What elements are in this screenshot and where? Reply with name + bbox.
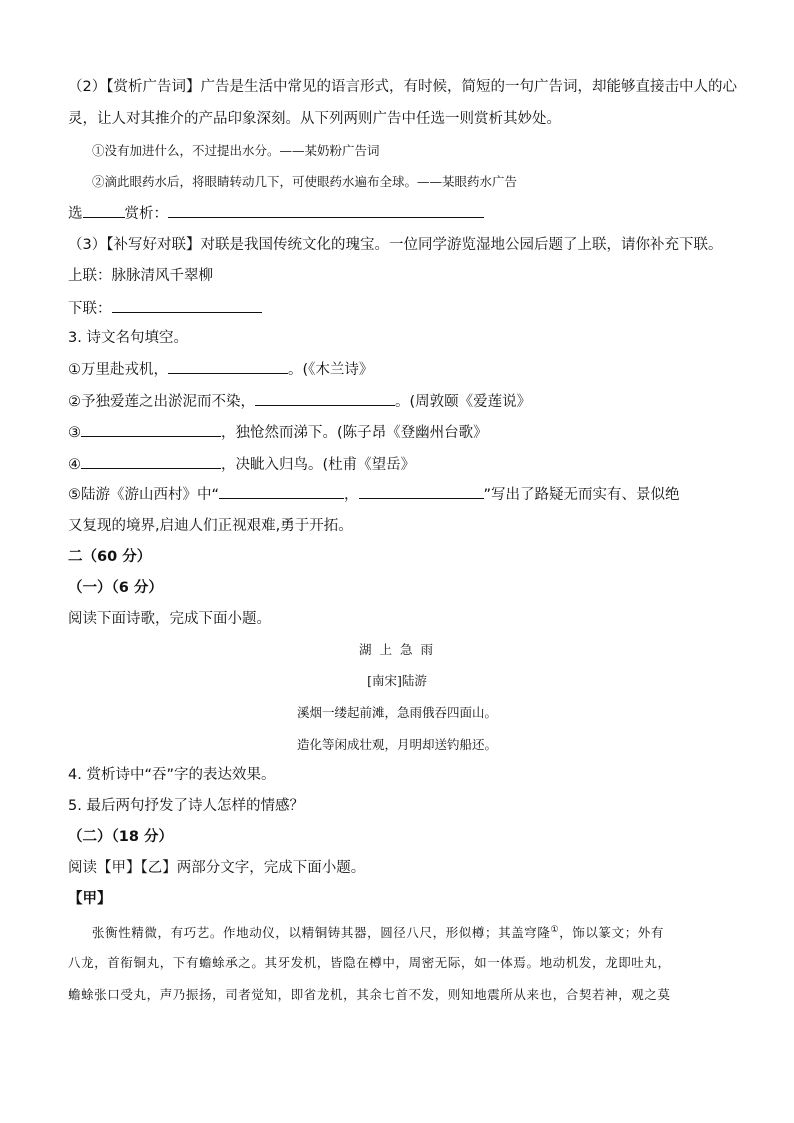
poetry-item-5-mid: ， — [344, 487, 359, 503]
instruction-1: 阅读下面诗歌，完成下面小题。 — [68, 611, 271, 627]
poetry-title: 3. 诗文名句填空。 — [68, 330, 188, 346]
passage-line-1 — [92, 920, 664, 943]
poetry-blank-5a[interactable] — [219, 484, 344, 499]
question-4: 4. 赏析诗中“吞”字的表达效果。 — [68, 767, 276, 783]
poetry-blank-2[interactable] — [255, 391, 395, 406]
q2-line1: （2）【赏析广告词】广告是生活中常见的语言形式，有时候，简短的一句广告词，却能够直接击中人的心 — [68, 79, 737, 95]
poetry-item-2-post: 。(周敦颐《爱莲说》 — [395, 394, 532, 410]
appreciate-label: 赏析： — [124, 206, 168, 222]
poetry-item-2 — [68, 391, 531, 412]
poem-title: 湖 上 急 雨 — [359, 642, 435, 657]
appreciate-blank[interactable] — [168, 203, 484, 218]
couplet-lower-row — [68, 298, 262, 319]
question-5: 5. 最后两句抒发了诗人怎样的情感？ — [68, 798, 304, 814]
poetry-blank-4[interactable] — [81, 454, 221, 469]
poetry-blank-5b[interactable] — [359, 484, 484, 499]
instruction-2: 阅读【甲】【乙】两部分文字，完成下面小题。 — [68, 860, 366, 876]
poetry-item-1-pre: ①万里赴戎机， — [68, 362, 168, 378]
q2-line2: 灵，让人对其推介的产品印象深刻。从下列两则广告中任选一则赏析其妙处。 — [68, 111, 561, 127]
poetry-item-2-pre: ②予独爱莲之出淤泥而不染， — [68, 394, 255, 410]
poetry-item-1 — [68, 359, 373, 380]
poetry-item-4 — [68, 454, 415, 475]
poetry-blank-1[interactable] — [168, 359, 288, 374]
section-2-part-1: （一）（6 分） — [68, 580, 163, 596]
poetry-blank-3[interactable] — [81, 422, 221, 437]
passage-line-2: 八龙，首衔铜丸，下有蟾蜍承之。其牙发机，皆隐在樽中，周密无际，如一体焉。地动机发，龙即吐丸， — [68, 955, 671, 970]
passage-line-1-text: 张衡性精微，有巧艺。作地动仪，以精铜铸其器，圆径八尺，形似樽；其盖穹隆 — [92, 925, 551, 941]
passage-line-3: 蟾蜍张口受丸，声乃振扬，司者觉知，即省龙机，其余七首不发，则知地震所从来也，合契若神，观之莫 — [68, 987, 671, 1002]
poetry-item-5-line2: 又复现的境界,启迪人们正视艰难,勇于开拓。 — [68, 518, 353, 534]
poem-line-2: 造化等闲成壮观，月明却送钓船还。 — [296, 737, 497, 752]
passage-jia-label: 【甲】 — [68, 891, 112, 907]
poetry-item-3 — [68, 422, 488, 443]
ad-option-2: ②滴此眼药水后，将眼睛转动几下，可使眼药水遍布全球。——某眼药水广告 — [92, 174, 518, 189]
poetry-item-5-pre: ⑤陆游《游山西村》中“ — [68, 487, 220, 503]
choose-blank[interactable] — [83, 203, 125, 218]
couplet-upper: 上联：脉脉清风千翠柳 — [68, 268, 213, 284]
ad-option-1: ①没有加进什么，不过提出水分。——某奶粉广告词 — [92, 143, 380, 158]
poem-author: [南宋]陆游 — [367, 673, 427, 688]
section-2-part-2: （二）（18 分） — [68, 829, 173, 845]
poem-line-1: 溪烟一缕起前滩，急雨俄吞四面山。 — [296, 705, 497, 720]
footnote-marker: ① — [550, 925, 560, 935]
passage-line-1-tail: ，饰以篆文；外有 — [559, 925, 664, 941]
q3-line1: （3）【补写好对联】对联是我国传统文化的瑰宝。一位同学游览湿地公园后题了上联，请你补充下联。 — [68, 237, 723, 253]
couplet-lower-label: 下联： — [68, 301, 112, 317]
couplet-lower-blank[interactable] — [112, 298, 262, 313]
poetry-item-4-pre: ④ — [68, 457, 81, 473]
poetry-item-3-pre: ③ — [68, 425, 81, 441]
choose-row — [68, 203, 484, 224]
poetry-item-5 — [68, 484, 680, 505]
section-2-title: 二（60 分） — [68, 549, 152, 565]
poetry-item-4-post: ，决眦入归鸟。(杜甫《望岳》 — [221, 457, 416, 473]
choose-label: 选 — [68, 206, 83, 222]
poetry-item-3-post: ，独怆然而涕下。(陈子昂《登幽州台歌》 — [221, 425, 488, 441]
poetry-item-1-post: 。(《木兰诗》 — [288, 362, 374, 378]
poetry-item-5-post: ”写出了路疑无而实有、景似绝 — [483, 487, 680, 503]
